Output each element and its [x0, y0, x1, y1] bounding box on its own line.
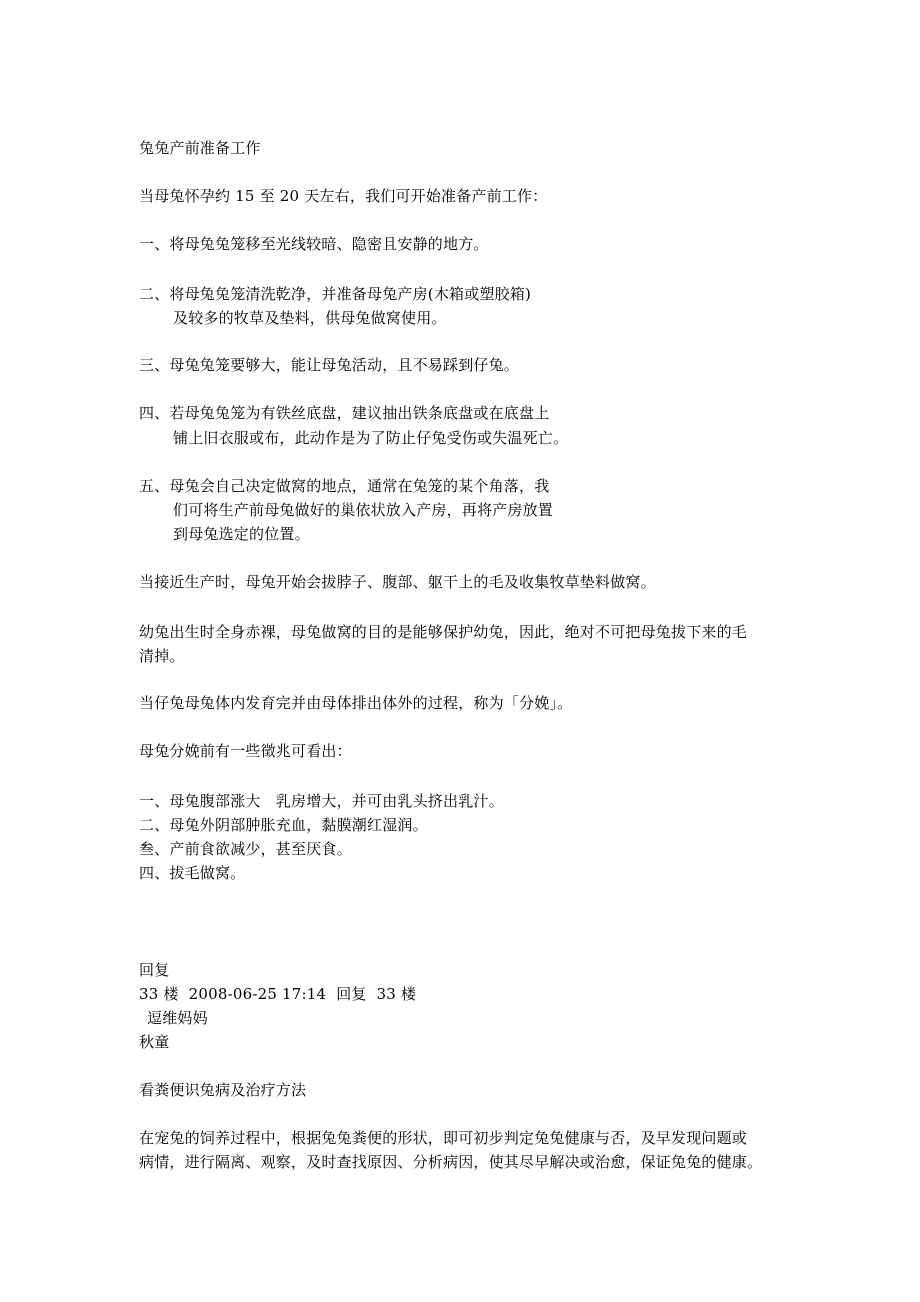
paragraph-1: 当接近生产时，母兔开始会拔脖子、腹部、躯干上的毛及收集牧草垫料做窝。: [139, 573, 656, 591]
user-title: 秋童: [139, 1033, 170, 1051]
list-item-2-line-1: 二、将母兔兔笼清洗乾净，并准备母兔产房(木箱或塑胶箱): [139, 285, 532, 303]
list-item-5-line-3: 到母兔选定的位置。: [173, 525, 310, 543]
list-item-4-line-2: 铺上旧衣服或布，此动作是为了防止仔兔受伤或失温死亡。: [173, 429, 569, 447]
sign-item-2: 二、母兔外阴部肿胀充血，黏膜潮红湿润。: [139, 816, 428, 834]
section-2-paragraph-line-2: 病情，进行隔离、观察，及时查找原因、分析病因，使其尽早解决或治愈，保证兔兔的健康。: [139, 1153, 763, 1171]
intro-paragraph: 当母兔怀孕约 15 至 20 天左右，我们可开始准备产前工作：: [139, 187, 548, 205]
floor-info: 33 楼 2008-06-25 17:14 回复 33 楼: [139, 985, 417, 1003]
section-2-paragraph-line-1: 在宠兔的饲养过程中，根据兔兔粪便的形状，即可初步判定兔兔健康与否，及早发现问题或: [139, 1129, 748, 1147]
paragraph-2-line-2: 清掉。: [139, 647, 185, 665]
list-item-5-line-1: 五、母兔会自己决定做窝的地点，通常在兔笼的某个角落，我: [139, 477, 550, 495]
paragraph-2-line-1: 幼兔出生时全身赤裸，母兔做窝的目的是能够保护幼兔，因此，绝对不可把母兔拔下来的毛: [139, 623, 748, 641]
paragraph-3: 当仔兔母兔体内发育完并由母体排出体外的过程，称为「分娩」。: [139, 694, 573, 712]
paragraph-4: 母兔分娩前有一些徵兆可看出：: [139, 742, 352, 760]
sign-item-3: 叁、产前食欲减少，甚至厌食。: [139, 840, 352, 858]
list-item-2-line-2: 及较多的牧草及垫料，供母兔做窝使用。: [173, 309, 447, 327]
username: 逗维妈妈: [147, 1009, 208, 1027]
list-item-4-line-1: 四、若母兔兔笼为有铁丝底盘，建议抽出铁条底盘或在底盘上: [139, 404, 550, 422]
list-item-3: 三、母兔兔笼要够大，能让母兔活动，且不易踩到仔兔。: [139, 356, 520, 374]
list-item-5-line-2: 们可将生产前母兔做好的巢依状放入产房，再将产房放置: [173, 501, 554, 519]
list-item-1: 一、将母兔兔笼移至光线较暗、隐密且安静的地方。: [139, 235, 489, 253]
sign-item-1: 一、母兔腹部涨大 乳房增大，并可由乳头挤出乳汁。: [139, 792, 504, 810]
sign-item-4: 四、拔毛做窝。: [139, 864, 246, 882]
reply-label: 回复: [139, 961, 170, 979]
section-title: 兔兔产前准备工作: [139, 139, 261, 157]
section-title-2: 看粪便识兔病及治疗方法: [139, 1081, 307, 1099]
